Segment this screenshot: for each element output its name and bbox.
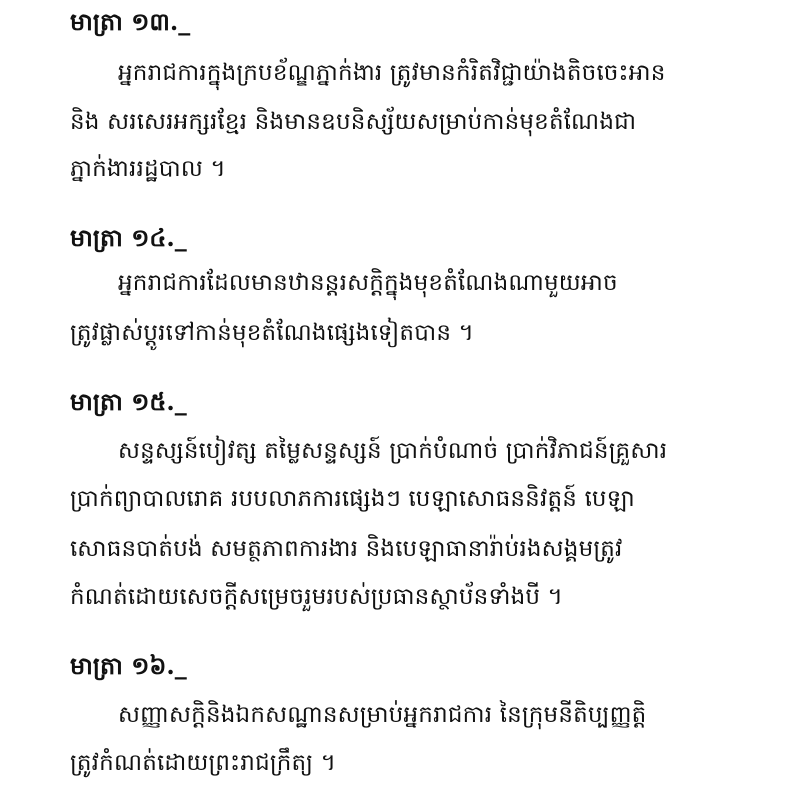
article-14-heading: មាត្រា ១៤._ xyxy=(70,223,187,252)
article-14-line-2: ត្រូវផ្លាស់ប្តូរទៅកាន់មុខតំណែងផ្សេងទៀតបាន ។ xyxy=(70,320,474,346)
article-15-line-2: ប្រាក់ព្យាបាលរោគ របបលាភការផ្សេងៗ បេឡាសោធននិវត្តន៍ បេឡា xyxy=(70,486,635,512)
article-16-line-1: សញ្ញាសក្តិនិងឯកសណ្ឋានសម្រាប់អ្នករាជការ នៃក្រុមនីតិប្បញ្ញត្តិ xyxy=(118,702,647,728)
article-16-heading: មាត្រា ១៦._ xyxy=(70,651,187,680)
article-15-line-4: កំណត់ដោយសេចក្តីសម្រេចរួមរបស់ប្រធានស្ថាប័នទាំងបី ។ xyxy=(70,584,564,610)
article-16-line-2: ត្រូវកំណត់ដោយព្រះរាជក្រឹត្យ ។ xyxy=(70,750,337,776)
article-13-line-1: អ្នករាជការក្នុងក្របខ័ណ្ឌភ្នាក់ងារ ត្រូវមានកំរិតវិជ្ជាយ៉ាងតិចចេះអាន xyxy=(118,60,666,86)
article-15-line-1: សន្ទស្សន៍បៀវត្ស តម្លៃសន្ទស្សន៍ ប្រាក់បំណាច់ ប្រាក់វិភាជន៍គ្រួសារ xyxy=(118,438,668,464)
article-13-heading: មាត្រា ១៣._ xyxy=(70,7,191,36)
article-13-line-2: និង សរសេរអក្សរខ្មែរ និងមានឧបនិស្ស័យសម្រាប់កាន់មុខតំណែងជា xyxy=(70,109,637,135)
article-13-line-3: ភ្នាក់ងាររដ្ឋបាល ។ xyxy=(70,156,226,182)
article-14-line-1: អ្នករាជការដែលមានឋានន្តរសក្តិក្នុងមុខតំណែងណាមួយអាច xyxy=(118,270,618,296)
article-15-line-3: សោធនបាត់បង់ សមត្ថភាពការងារ និងបេឡាធានារ៉ាប់រងសង្គមត្រូវ xyxy=(70,536,623,562)
article-15-heading: មាត្រា ១៥._ xyxy=(70,387,187,416)
